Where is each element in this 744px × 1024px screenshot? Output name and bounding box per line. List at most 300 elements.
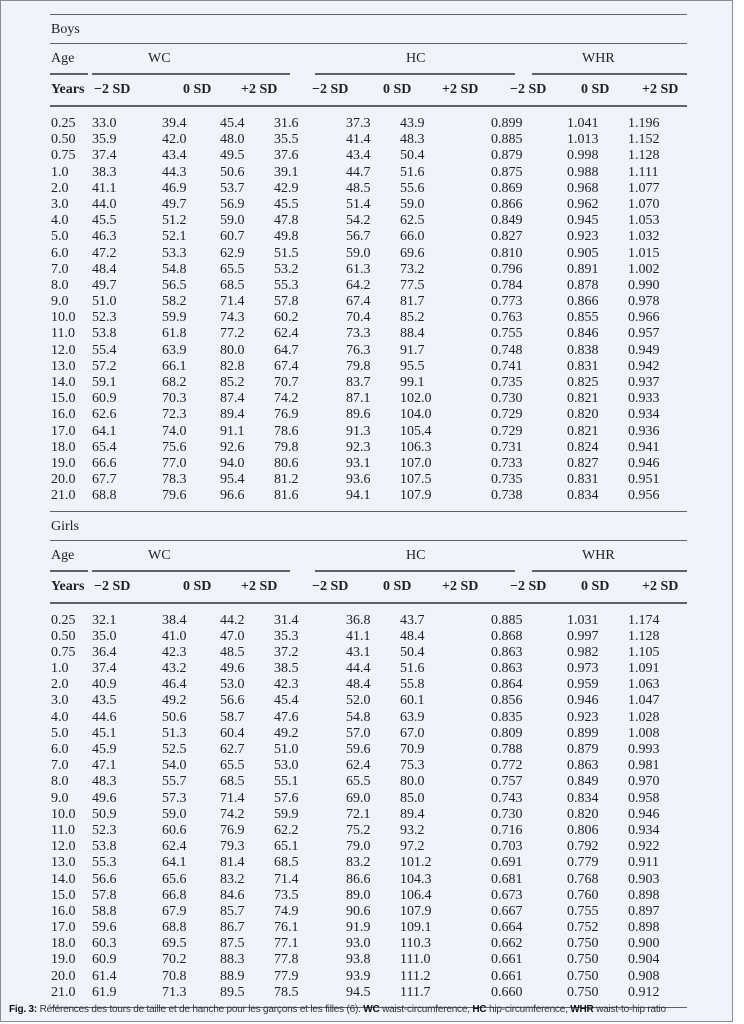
value-cell: 53.0 bbox=[274, 758, 299, 774]
value-cell: 67.9 bbox=[162, 903, 187, 919]
value-cell: 0.760 bbox=[567, 887, 599, 903]
value-cell: 52.5 bbox=[162, 742, 187, 757]
value-cell: 0.661 bbox=[491, 952, 523, 968]
sd-column-header: −2 SD bbox=[510, 578, 547, 594]
value-cell: 1.174 bbox=[628, 612, 660, 628]
group-header-whr: WHR bbox=[582, 51, 615, 66]
value-cell: 0.863 bbox=[567, 758, 599, 774]
value-cell: 47.2 bbox=[92, 245, 117, 261]
value-cell: 99.1 bbox=[400, 375, 425, 390]
value-cell: 101.2 bbox=[400, 855, 432, 871]
value-cell: 76.3 bbox=[346, 342, 371, 358]
value-cell: 59.6 bbox=[92, 920, 117, 936]
table-row bbox=[50, 969, 687, 985]
value-cell: 86.7 bbox=[220, 920, 245, 936]
value-cell: 106.4 bbox=[400, 887, 432, 903]
value-cell: 31.4 bbox=[274, 612, 299, 628]
age-cell: 1.0 bbox=[51, 661, 69, 677]
value-cell: 57.8 bbox=[92, 887, 117, 903]
value-cell: 60.7 bbox=[220, 229, 245, 245]
value-cell: 58.2 bbox=[162, 294, 187, 310]
value-cell: 89.4 bbox=[400, 806, 425, 822]
value-cell: 77.9 bbox=[274, 968, 299, 984]
value-cell: 46.4 bbox=[162, 677, 187, 693]
value-cell: 0.933 bbox=[628, 391, 660, 407]
age-cell: 3.0 bbox=[51, 196, 69, 212]
value-cell: 0.703 bbox=[491, 839, 523, 855]
value-cell: 0.821 bbox=[567, 391, 599, 407]
table-row bbox=[50, 213, 687, 229]
value-cell: 48.4 bbox=[346, 677, 371, 693]
value-cell: 37.4 bbox=[92, 148, 117, 164]
value-cell: 35.0 bbox=[92, 628, 117, 644]
sd-column-header: +2 SD bbox=[642, 82, 679, 97]
section-title: Girls bbox=[51, 518, 79, 534]
value-cell: 62.9 bbox=[220, 245, 245, 261]
value-cell: 39.1 bbox=[274, 164, 299, 180]
value-cell: 68.5 bbox=[220, 774, 245, 790]
value-cell: 0.820 bbox=[567, 407, 599, 423]
value-cell: 81.2 bbox=[274, 472, 299, 488]
table-row bbox=[50, 823, 687, 839]
age-cell: 0.25 bbox=[51, 612, 76, 628]
table-row bbox=[50, 262, 687, 278]
value-cell: 0.735 bbox=[491, 375, 523, 390]
value-cell: 74.9 bbox=[274, 903, 299, 919]
value-cell: 0.755 bbox=[567, 903, 599, 919]
value-cell: 0.908 bbox=[628, 968, 660, 984]
value-cell: 74.2 bbox=[274, 391, 299, 407]
value-cell: 89.4 bbox=[220, 407, 245, 423]
age-cell: 12.0 bbox=[51, 839, 76, 855]
value-cell: 65.5 bbox=[220, 261, 245, 277]
value-cell: 49.6 bbox=[220, 661, 245, 677]
table-row bbox=[50, 326, 687, 342]
value-cell: 61.4 bbox=[92, 968, 117, 984]
value-cell: 41.0 bbox=[162, 628, 187, 644]
value-cell: 40.9 bbox=[92, 677, 117, 693]
value-cell: 42.3 bbox=[162, 644, 187, 660]
sd-column-header: −2 SD bbox=[510, 82, 547, 97]
table-section-boys bbox=[50, 14, 687, 511]
value-cell: 1.031 bbox=[567, 612, 599, 628]
value-cell: 1.053 bbox=[628, 213, 660, 229]
subheader-row bbox=[50, 572, 687, 602]
value-cell: 54.8 bbox=[162, 261, 187, 277]
value-cell: 0.741 bbox=[491, 358, 523, 374]
value-cell: 0.912 bbox=[628, 984, 660, 1000]
age-cell: 0.75 bbox=[51, 148, 76, 164]
value-cell: 0.875 bbox=[491, 164, 523, 180]
value-cell: 0.934 bbox=[628, 822, 660, 838]
age-cell: 9.0 bbox=[51, 790, 69, 806]
value-cell: 49.5 bbox=[220, 148, 245, 164]
value-cell: 62.4 bbox=[162, 839, 187, 855]
value-cell: 0.681 bbox=[491, 871, 523, 887]
value-cell: 81.4 bbox=[220, 855, 245, 871]
value-cell: 44.2 bbox=[220, 612, 245, 628]
value-cell: 61.8 bbox=[162, 326, 187, 342]
table-row bbox=[50, 229, 687, 245]
value-cell: 0.784 bbox=[491, 277, 523, 293]
value-cell: 71.4 bbox=[274, 871, 299, 887]
value-cell: 0.834 bbox=[567, 488, 599, 504]
value-cell: 32.1 bbox=[92, 612, 117, 628]
value-cell: 48.3 bbox=[400, 132, 425, 148]
value-cell: 0.743 bbox=[491, 790, 523, 806]
sd-column-header: −2 SD bbox=[94, 578, 131, 594]
value-cell: 48.5 bbox=[220, 644, 245, 660]
value-cell: 109.1 bbox=[400, 920, 432, 936]
value-cell: 0.936 bbox=[628, 423, 660, 439]
value-cell: 94.0 bbox=[220, 455, 245, 471]
value-cell: 93.1 bbox=[346, 455, 371, 471]
value-cell: 0.796 bbox=[491, 261, 523, 277]
value-cell: 35.3 bbox=[274, 628, 299, 644]
sd-column-header: +2 SD bbox=[442, 82, 479, 97]
value-cell: 68.8 bbox=[162, 920, 187, 936]
table-row bbox=[50, 294, 687, 310]
value-cell: 59.9 bbox=[162, 310, 187, 326]
table-row bbox=[50, 613, 687, 629]
value-cell: 87.4 bbox=[220, 391, 245, 407]
section-title: Boys bbox=[51, 22, 80, 37]
value-cell: 59.0 bbox=[400, 196, 425, 212]
value-cell: 73.5 bbox=[274, 887, 299, 903]
value-cell: 0.667 bbox=[491, 903, 523, 919]
age-cell: 11.0 bbox=[51, 326, 75, 342]
age-header: Age bbox=[51, 51, 75, 66]
value-cell: 0.997 bbox=[567, 628, 599, 644]
value-cell: 57.3 bbox=[162, 790, 187, 806]
table-row bbox=[50, 310, 687, 326]
value-cell: 85.0 bbox=[400, 790, 425, 806]
value-cell: 0.820 bbox=[567, 806, 599, 822]
value-cell: 0.735 bbox=[491, 472, 523, 488]
value-cell: 47.0 bbox=[220, 628, 245, 644]
value-cell: 0.993 bbox=[628, 742, 660, 757]
age-cell: 0.25 bbox=[51, 116, 76, 131]
value-cell: 60.1 bbox=[400, 693, 425, 709]
value-cell: 106.3 bbox=[400, 439, 432, 455]
age-cell: 2.0 bbox=[51, 677, 69, 693]
value-cell: 80.0 bbox=[220, 342, 245, 358]
age-cell: 19.0 bbox=[51, 952, 76, 968]
value-cell: 0.968 bbox=[567, 180, 599, 196]
value-cell: 68.5 bbox=[274, 855, 299, 871]
sd-column-header: +2 SD bbox=[642, 578, 679, 594]
value-cell: 93.9 bbox=[346, 968, 371, 984]
value-cell: 65.1 bbox=[274, 839, 299, 855]
sd-column-header: 0 SD bbox=[383, 82, 412, 97]
group-header-hc: HC bbox=[406, 51, 426, 66]
value-cell: 0.772 bbox=[491, 758, 523, 774]
value-cell: 47.1 bbox=[92, 758, 117, 774]
value-cell: 0.768 bbox=[567, 871, 599, 887]
value-cell: 63.9 bbox=[162, 342, 187, 358]
value-cell: 0.750 bbox=[567, 984, 599, 1000]
value-cell: 0.911 bbox=[628, 855, 659, 871]
value-cell: 65.5 bbox=[346, 774, 371, 790]
value-cell: 59.0 bbox=[220, 213, 245, 229]
value-cell: 0.738 bbox=[491, 488, 523, 504]
value-cell: 72.3 bbox=[162, 407, 187, 423]
value-cell: 41.4 bbox=[346, 132, 371, 148]
value-cell: 72.1 bbox=[346, 806, 371, 822]
value-cell: 71.4 bbox=[220, 790, 245, 806]
value-cell: 0.809 bbox=[491, 725, 523, 741]
value-cell: 91.3 bbox=[346, 423, 371, 439]
value-cell: 0.998 bbox=[567, 148, 599, 164]
value-cell: 0.779 bbox=[567, 855, 599, 871]
value-cell: 65.4 bbox=[92, 439, 117, 455]
caption-def-wc: waist-circumference, bbox=[379, 1004, 473, 1015]
value-cell: 67.4 bbox=[346, 294, 371, 310]
table-body bbox=[50, 604, 687, 1008]
value-cell: 70.4 bbox=[346, 310, 371, 326]
value-cell: 0.846 bbox=[567, 326, 599, 342]
age-cell: 13.0 bbox=[51, 855, 76, 871]
value-cell: 93.8 bbox=[346, 952, 371, 968]
age-cell: 8.0 bbox=[51, 277, 69, 293]
table-row bbox=[50, 904, 687, 920]
table-row bbox=[50, 661, 687, 677]
value-cell: 91.9 bbox=[346, 920, 371, 936]
age-cell: 21.0 bbox=[51, 984, 76, 1000]
sd-column-header: 0 SD bbox=[183, 82, 212, 97]
age-cell: 20.0 bbox=[51, 472, 76, 488]
value-cell: 64.7 bbox=[274, 342, 299, 358]
value-cell: 58.8 bbox=[92, 903, 117, 919]
value-cell: 85.2 bbox=[400, 310, 425, 326]
value-cell: 0.962 bbox=[567, 196, 599, 212]
value-cell: 70.9 bbox=[400, 742, 425, 757]
age-cell: 21.0 bbox=[51, 488, 76, 504]
years-header: Years bbox=[51, 578, 85, 594]
value-cell: 0.831 bbox=[567, 358, 599, 374]
age-cell: 20.0 bbox=[51, 968, 76, 984]
table-row bbox=[50, 920, 687, 936]
value-cell: 61.3 bbox=[346, 261, 371, 277]
value-cell: 0.730 bbox=[491, 391, 523, 407]
table-row bbox=[50, 116, 687, 132]
table-row bbox=[50, 132, 687, 148]
value-cell: 70.7 bbox=[274, 375, 299, 390]
value-cell: 69.0 bbox=[346, 790, 371, 806]
value-cell: 53.3 bbox=[162, 245, 187, 261]
age-cell: 13.0 bbox=[51, 358, 76, 374]
sd-column-header: −2 SD bbox=[94, 82, 131, 97]
value-cell: 51.0 bbox=[92, 294, 117, 310]
value-cell: 89.6 bbox=[346, 407, 371, 423]
value-cell: 59.0 bbox=[346, 245, 371, 261]
value-cell: 0.864 bbox=[491, 677, 523, 693]
value-cell: 65.5 bbox=[220, 758, 245, 774]
value-cell: 48.0 bbox=[220, 132, 245, 148]
value-cell: 107.5 bbox=[400, 472, 432, 488]
value-cell: 62.4 bbox=[274, 326, 299, 342]
table-row bbox=[50, 440, 687, 456]
age-cell: 5.0 bbox=[51, 229, 69, 245]
value-cell: 49.2 bbox=[274, 725, 299, 741]
value-cell: 91.7 bbox=[400, 342, 425, 358]
value-cell: 55.6 bbox=[400, 180, 425, 196]
value-cell: 0.937 bbox=[628, 375, 660, 390]
value-cell: 43.7 bbox=[400, 612, 425, 628]
value-cell: 75.3 bbox=[400, 758, 425, 774]
value-cell: 111.7 bbox=[400, 984, 431, 1000]
value-cell: 62.6 bbox=[92, 407, 117, 423]
table-row bbox=[50, 472, 687, 488]
value-cell: 0.730 bbox=[491, 806, 523, 822]
value-cell: 38.3 bbox=[92, 164, 117, 180]
value-cell: 0.750 bbox=[567, 936, 599, 952]
value-cell: 42.3 bbox=[274, 677, 299, 693]
value-cell: 59.0 bbox=[162, 806, 187, 822]
value-cell: 89.0 bbox=[346, 887, 371, 903]
value-cell: 69.6 bbox=[400, 245, 425, 261]
value-cell: 49.6 bbox=[92, 790, 117, 806]
value-cell: 43.2 bbox=[162, 661, 187, 677]
group-header-whr: WHR bbox=[582, 547, 615, 563]
table-row bbox=[50, 791, 687, 807]
value-cell: 77.2 bbox=[220, 326, 245, 342]
value-cell: 35.5 bbox=[274, 132, 299, 148]
value-cell: 54.8 bbox=[346, 709, 371, 725]
value-cell: 49.2 bbox=[162, 693, 187, 709]
value-cell: 92.6 bbox=[220, 439, 245, 455]
value-cell: 79.8 bbox=[346, 358, 371, 374]
value-cell: 0.942 bbox=[628, 358, 660, 374]
value-cell: 76.9 bbox=[274, 407, 299, 423]
value-cell: 41.1 bbox=[92, 180, 117, 196]
value-cell: 74.0 bbox=[162, 423, 187, 439]
value-cell: 0.904 bbox=[628, 952, 660, 968]
group-header-wc: WC bbox=[148, 547, 171, 563]
value-cell: 0.978 bbox=[628, 294, 660, 310]
value-cell: 63.9 bbox=[400, 709, 425, 725]
value-cell: 0.729 bbox=[491, 423, 523, 439]
value-cell: 53.0 bbox=[220, 677, 245, 693]
value-cell: 1.015 bbox=[628, 245, 660, 261]
table-row bbox=[50, 278, 687, 294]
value-cell: 62.2 bbox=[274, 822, 299, 838]
value-cell: 50.6 bbox=[162, 709, 187, 725]
age-cell: 6.0 bbox=[51, 742, 69, 757]
age-cell: 14.0 bbox=[51, 871, 76, 887]
value-cell: 0.824 bbox=[567, 439, 599, 455]
value-cell: 97.2 bbox=[400, 839, 425, 855]
value-cell: 33.0 bbox=[92, 116, 117, 131]
value-cell: 87.1 bbox=[346, 391, 371, 407]
caption-abbr-whr: WHR bbox=[570, 1004, 594, 1015]
value-cell: 0.748 bbox=[491, 342, 523, 358]
age-cell: 5.0 bbox=[51, 725, 69, 741]
table-row bbox=[50, 872, 687, 888]
value-cell: 77.0 bbox=[162, 455, 187, 471]
value-cell: 0.750 bbox=[567, 968, 599, 984]
value-cell: 84.6 bbox=[220, 887, 245, 903]
value-cell: 68.2 bbox=[162, 375, 187, 390]
value-cell: 76.1 bbox=[274, 920, 299, 936]
value-cell: 49.7 bbox=[92, 277, 117, 293]
value-cell: 60.6 bbox=[162, 822, 187, 838]
value-cell: 1.028 bbox=[628, 709, 660, 725]
table-row bbox=[50, 839, 687, 855]
table-row bbox=[50, 148, 687, 164]
value-cell: 0.946 bbox=[628, 455, 660, 471]
value-cell: 36.4 bbox=[92, 644, 117, 660]
value-cell: 0.716 bbox=[491, 822, 523, 838]
age-cell: 8.0 bbox=[51, 774, 69, 790]
age-cell: 4.0 bbox=[51, 709, 69, 725]
value-cell: 51.0 bbox=[274, 742, 299, 757]
age-cell: 0.75 bbox=[51, 644, 76, 660]
value-cell: 79.6 bbox=[162, 488, 187, 504]
value-cell: 67.4 bbox=[274, 358, 299, 374]
value-cell: 83.2 bbox=[220, 871, 245, 887]
table-row bbox=[50, 391, 687, 407]
years-header: Years bbox=[51, 82, 85, 97]
value-cell: 0.922 bbox=[628, 839, 660, 855]
value-cell: 0.866 bbox=[567, 294, 599, 310]
value-cell: 0.898 bbox=[628, 920, 660, 936]
table-row bbox=[50, 936, 687, 952]
value-cell: 37.2 bbox=[274, 644, 299, 660]
table-row bbox=[50, 424, 687, 440]
value-cell: 36.8 bbox=[346, 612, 371, 628]
value-cell: 0.905 bbox=[567, 245, 599, 261]
value-cell: 0.750 bbox=[567, 952, 599, 968]
age-header: Age bbox=[51, 547, 75, 563]
age-cell: 7.0 bbox=[51, 261, 69, 277]
value-cell: 66.8 bbox=[162, 887, 187, 903]
value-cell: 0.899 bbox=[491, 116, 523, 131]
value-cell: 0.970 bbox=[628, 774, 660, 790]
value-cell: 55.7 bbox=[162, 774, 187, 790]
value-cell: 0.966 bbox=[628, 310, 660, 326]
value-cell: 89.5 bbox=[220, 984, 245, 1000]
value-cell: 73.3 bbox=[346, 326, 371, 342]
value-cell: 0.903 bbox=[628, 871, 660, 887]
age-cell: 14.0 bbox=[51, 375, 76, 390]
value-cell: 52.3 bbox=[92, 310, 117, 326]
value-cell: 78.5 bbox=[274, 984, 299, 1000]
value-cell: 58.7 bbox=[220, 709, 245, 725]
value-cell: 44.4 bbox=[346, 661, 371, 677]
value-cell: 0.945 bbox=[567, 213, 599, 229]
value-cell: 0.946 bbox=[567, 693, 599, 709]
value-cell: 44.0 bbox=[92, 196, 117, 212]
value-cell: 55.4 bbox=[92, 342, 117, 358]
value-cell: 65.6 bbox=[162, 871, 187, 887]
table-section-girls bbox=[50, 511, 687, 1008]
value-cell: 0.869 bbox=[491, 180, 523, 196]
value-cell: 90.6 bbox=[346, 903, 371, 919]
value-cell: 51.6 bbox=[400, 661, 425, 677]
value-cell: 75.2 bbox=[346, 822, 371, 838]
value-cell: 69.5 bbox=[162, 936, 187, 952]
value-cell: 45.5 bbox=[92, 213, 117, 229]
value-cell: 71.3 bbox=[162, 984, 187, 1000]
value-cell: 60.3 bbox=[92, 936, 117, 952]
table-row bbox=[50, 677, 687, 693]
age-cell: 15.0 bbox=[51, 391, 76, 407]
value-cell: 46.9 bbox=[162, 180, 187, 196]
value-cell: 83.2 bbox=[346, 855, 371, 871]
value-cell: 57.2 bbox=[92, 358, 117, 374]
value-cell: 1.047 bbox=[628, 693, 660, 709]
